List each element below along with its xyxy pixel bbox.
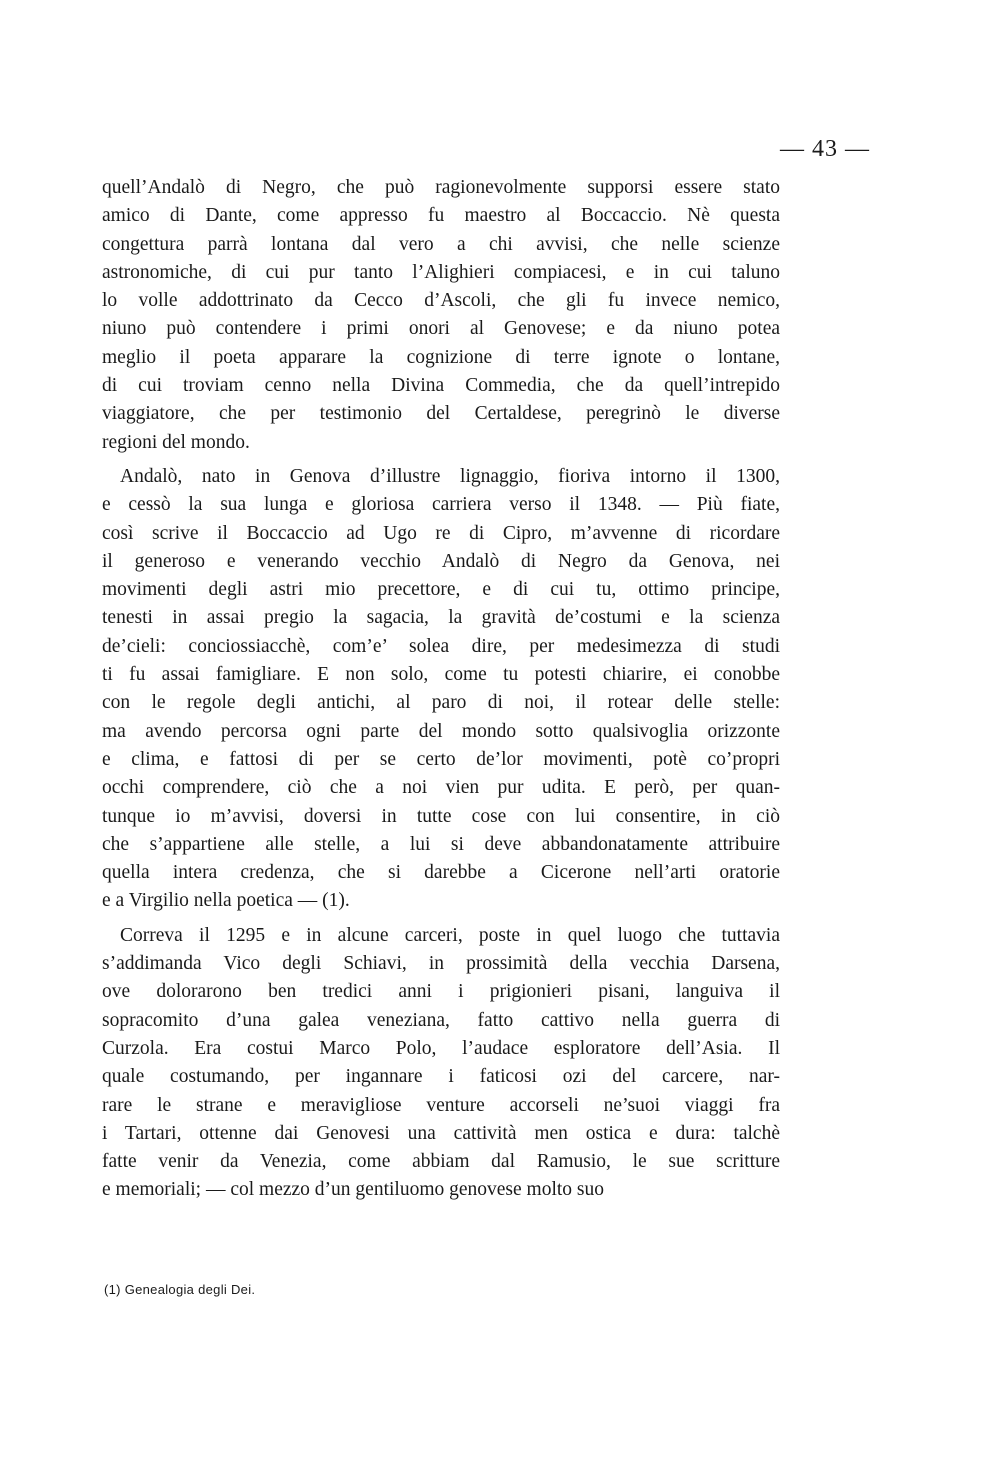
text-line: e memoriali; — col mezzo d’un gentiluomo genovese molto suo [102, 1179, 605, 1201]
text-line: congettura parrà lontana dal vero a chi avvisi, che nelle scienze [102, 233, 780, 255]
text-line: amico di Dante, come appresso fu maestro al Boccaccio. Nè questa [102, 205, 780, 227]
text-line: fatte venir da Venezia, come abbiam dal Ramusio, le sue scritture [102, 1151, 780, 1173]
text-line: occhi comprendere, ciò che a noi vien pur udita. E però, per quan- [102, 777, 780, 799]
text-line: astronomiche, di cui pur tanto l’Alighieri compiacesi, e in cui taluno [102, 261, 780, 283]
text-line: e clima, e fattosi di per se certo de’lor movimenti, potè co’propri [102, 748, 780, 770]
text-line: sopracomito d’una galea veneziana, fatto cattivo nella guerra di [102, 1009, 780, 1031]
text-line: lo volle addottrinato da Cecco d’Ascoli, che gli fu invece nemico, [102, 290, 780, 312]
text-line: che s’appartiene alle stelle, a lui si deve abbandonatamente attribuire [102, 833, 780, 855]
text-line: niuno può contendere i primi onori al Genovese; e da niuno potea [102, 318, 780, 340]
text-line: rare le strane e meravigliose venture accorseli ne’suoi viaggi fra [102, 1094, 780, 1116]
text-line: tenesti in assai pregio la sagacia, la gravità de’costumi e la scienza [102, 607, 780, 629]
text-line: Andalò, nato in Genova d’illustre lignaggio, fioriva intorno il 1300, [120, 465, 780, 487]
text-line: Correva il 1295 e in alcune carceri, poste in quel luogo che tuttavia [120, 924, 780, 946]
text-line: Curzola. Era costui Marco Polo, l’audace esploratore dell’Asia. Il [102, 1037, 780, 1059]
footnote: (1) Genealogia degli Dei. [104, 1282, 256, 1297]
text-line: movimenti degli astri mio precettore, e di cui tu, ottimo principe, [102, 579, 780, 601]
text-line: ove dolorarono ben tredici anni i prigionieri pisani, languiva il [102, 981, 780, 1003]
body-text [102, 174, 780, 1205]
text-line: e cessò la sua lunga e gloriosa carriera verso il 1348. — Più fiate, [102, 494, 780, 516]
text-line: ma avendo percorsa ogni parte del mondo sotto qualsivoglia orizzonte [102, 720, 780, 742]
text-line: s’addimanda Vico degli Schiavi, in prossimità della vecchia Darsena, [102, 953, 780, 975]
text-line: i Tartari, ottenne dai Genovesi una cattività men ostica e dura: talchè [102, 1122, 780, 1144]
text-line: con le regole degli antichi, al paro di noi, il rotear delle stelle: [102, 692, 780, 714]
text-line: così scrive il Boccaccio ad Ugo re di Cipro, m’avvenne di ricordare [102, 522, 780, 544]
text-line: viaggiatore, che per testimonio del Certaldese, peregrinò le diverse [102, 403, 780, 425]
text-line: di cui troviam cenno nella Divina Commedia, che da quell’intrepido [102, 375, 780, 397]
text-line: meglio il poeta apparare la cognizione di terre ignote o lontane, [102, 346, 780, 368]
text-line: quella intera credenza, che si darebbe a Cicerone nell’arti oratorie [102, 862, 780, 884]
text-line: quell’Andalò di Negro, che può ragionevolmente supporsi essere stato [102, 177, 780, 198]
text-line: ti fu assai famigliare. E non solo, come tu potesti chiarire, ei conobbe [102, 664, 780, 686]
paragraph [102, 174, 780, 457]
text-line: tunque io m’avvisi, doversi in tutte cose con lui consentire, in ciò [102, 805, 780, 827]
paragraph [102, 922, 780, 1205]
text-line: il generoso e venerando vecchio Andalò di Negro da Genova, nei [102, 550, 780, 572]
paragraphs-container [102, 174, 780, 1205]
text-line: regioni del mondo. [102, 431, 250, 453]
text-line: e a Virgilio nella poetica — (1). [102, 890, 350, 912]
page-number: — 43 — [780, 136, 870, 162]
paragraph [102, 463, 780, 916]
text-line: de’cieli: conciossiacchè, com’e’ solea dire, per medesimezza di studi [102, 635, 780, 657]
text-line: quale costumando, per ingannare i faticosi ozi del carcere, nar- [102, 1066, 780, 1088]
